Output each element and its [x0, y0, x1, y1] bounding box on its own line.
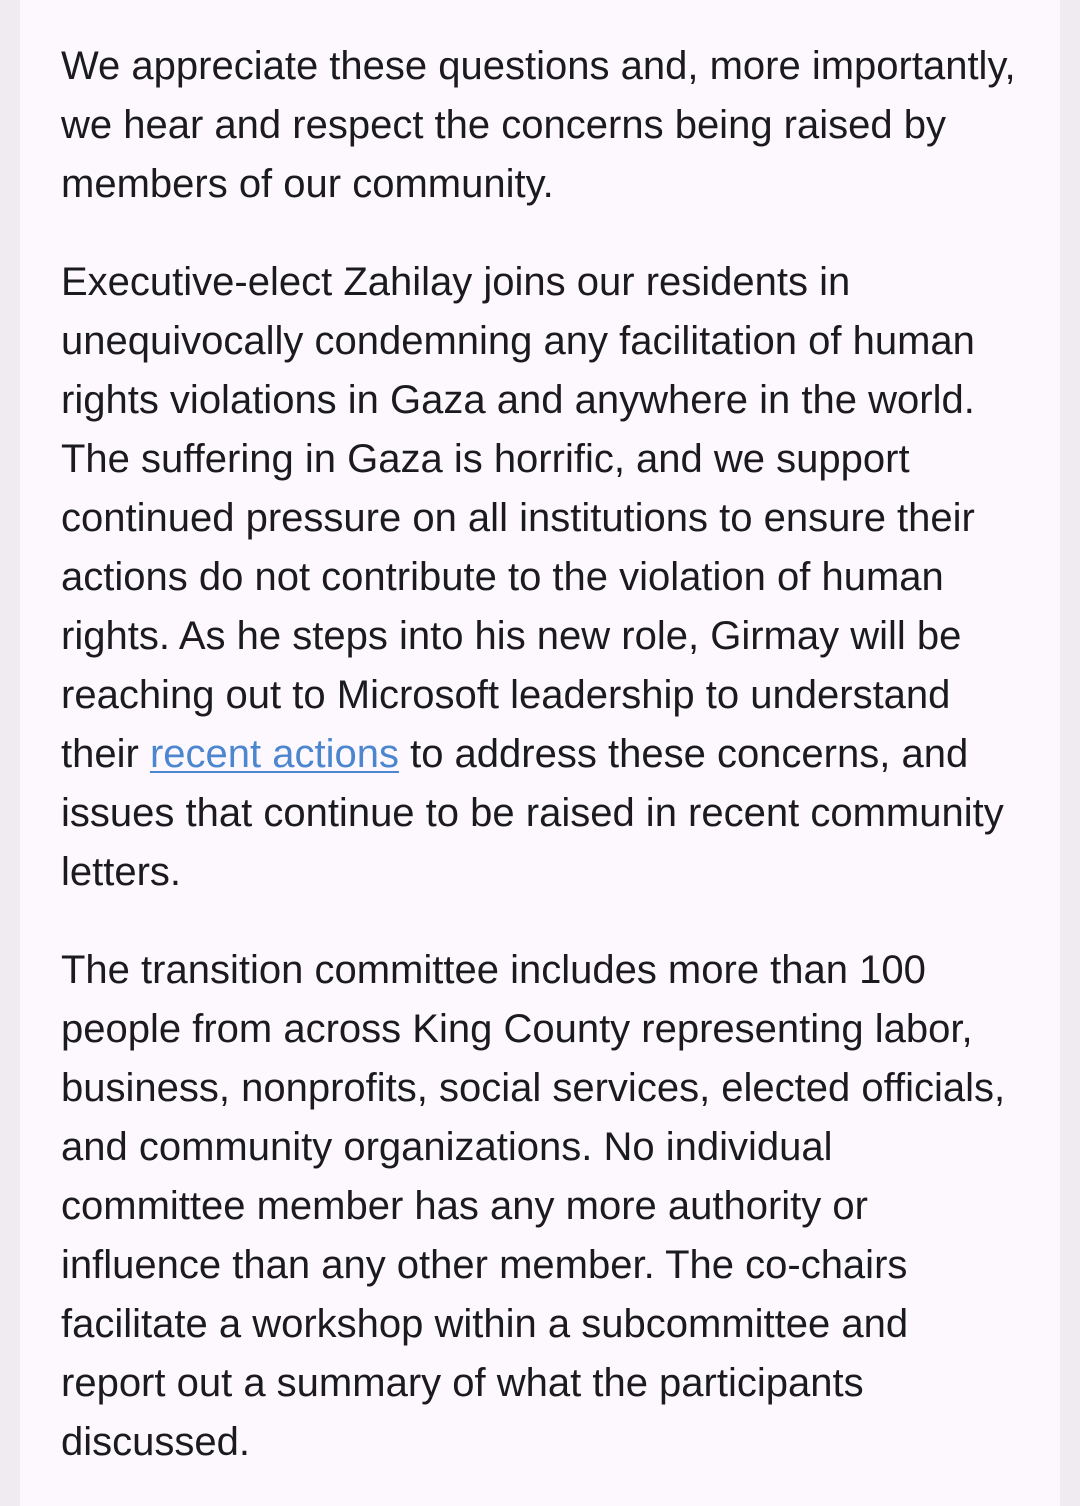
recent-actions-link[interactable]: recent actions [149, 732, 399, 776]
article-card [20, 0, 1060, 1506]
paragraph-statement-text-start: Executive-elect Zahilay joins our residents in unequivocally condemning any facilitation of human rights violations in Gaza and anywhere in the world. The suffering in Gaza is horrific, and we support continued pressure on all institutions to ensure their actions do not contribute to the violation of human rights. As he steps into his new role, Girmay will be reaching out to Microsoft leadership to understand their [61, 260, 975, 776]
paragraph-statement-text-end: to address these concerns, and issues that continue to be raised in recent community letters. [61, 732, 1004, 894]
paragraph-appreciation: We appreciate these questions and, more importantly, we hear and respect the concerns being raised by members of our community. [61, 44, 1016, 206]
paragraph-statement [61, 253, 1020, 902]
paragraph-transition-committee: The transition committee includes more than 100 people from across King County representing labor, business, nonprofits, social services, elected officials, and community organizations. No individual committee member has any more authority or influence than any other member. The co-chairs facilitate a workshop within a subcommittee and report out a summary of what the participants discussed. [61, 948, 1006, 1464]
